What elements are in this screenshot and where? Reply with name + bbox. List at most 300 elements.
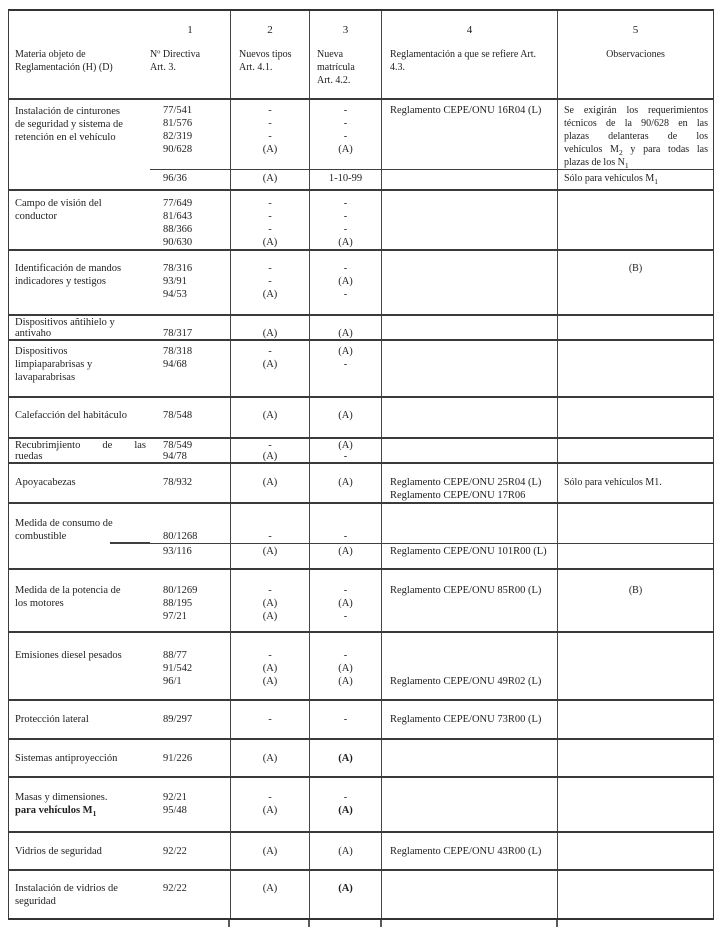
cell-value: (A) [262,546,278,557]
observation-line: plazas delanteras de los [564,131,708,142]
header-col-3-cell [309,11,381,98]
new-registration-cell [309,251,381,314]
cell-value: (A) [338,144,353,155]
materia-cell [9,633,150,699]
cell-value: (A) [338,237,353,248]
materia-cell [9,833,150,869]
cell-value: - [343,105,348,116]
cell-value: (A) [262,410,278,421]
observations-cell [557,464,713,502]
materia-cell [9,341,150,396]
table-row [9,249,713,314]
directive-cell [150,341,230,396]
materia-line: ruedas [15,451,43,462]
observations-cell [557,170,713,189]
directive-number: 94/68 [163,359,187,370]
regulation-cell [381,871,557,918]
cell-value: - [268,224,272,235]
cell-value: - [268,346,272,357]
cell-value: (A) [338,753,353,764]
cell-value: - [343,211,348,222]
materia-line: los motores [15,598,64,609]
materia-line: Campo de visión del [15,198,102,209]
directive-cell [150,316,230,339]
observations-cell [557,544,713,568]
cell-value: (A) [262,477,278,488]
cell-value: - [268,531,272,542]
materia-cell [9,398,150,437]
regulation-cell [381,100,557,169]
new-registration-cell [309,633,381,699]
cell-value: - [268,211,272,222]
bottom-line-stubs [8,920,712,928]
cell-value: - [268,118,272,129]
directive-number: 78/317 [163,328,193,339]
header-label: Nueva [317,49,344,60]
materia-line: Emisiones diesel pesados [15,650,122,661]
materia-line: lavaparabrisas [15,372,76,383]
observations-cell [557,191,713,249]
new-registration-cell [309,464,381,502]
header-number: 4 [466,24,473,36]
header-number: 3 [342,24,349,36]
cell-value: (A) [262,451,278,462]
table-row [9,502,713,568]
materia-line: Masas y dimensiones. [15,792,108,803]
observations-cell [557,871,713,918]
materia-cell [9,504,150,568]
cell-value: (A) [338,883,353,894]
header-label: Art. 3. [150,62,176,73]
spacer [310,317,381,328]
directive-cell [150,398,230,437]
cell-value: (A) [262,676,278,687]
subscript: 2 [618,147,623,157]
observations-cell [557,341,713,396]
regulation-cell [381,778,557,831]
directive-number: 78/549 [163,440,193,451]
observations-cell [557,316,713,339]
observations-cell [557,570,713,631]
regulation-text: Reglamento CEPE/ONU 73R00 (L) [390,714,542,725]
materia-line: para vehículos $M_1$ [15,805,97,818]
cell-value: - [268,792,272,803]
cell-value: (A) [262,805,278,816]
directive-cell [150,439,230,462]
materia-cell [9,251,150,314]
cell-value: (A) [262,173,278,184]
observation-line: Se exigirán los requerimientos [564,105,708,116]
materia-line: Instalación de vidrios de [15,883,118,894]
directive-number: 78/316 [163,263,193,274]
materia-line: Sistemas antiproyección [15,753,118,764]
directive-number: 78/932 [163,477,193,488]
cell-value: - [343,198,348,209]
new-types-cell [230,100,309,169]
new-types-cell [230,740,309,776]
directive-number: 82/319 [163,131,193,142]
spacer [390,649,553,675]
header-label: Art. 4.2. [317,75,351,86]
table-row [9,189,713,249]
table-row [9,437,713,462]
new-types-cell [230,191,309,249]
new-registration-cell [309,170,381,189]
cell-value: (A) [262,237,278,248]
cell-value: - [268,105,272,116]
cell-value: - [268,263,272,274]
new-registration-cell [309,439,381,462]
header-label: Nº Directiva [150,49,201,60]
new-registration-cell [309,398,381,437]
materia-line: limpiaparabrisas y [15,359,93,370]
directive-number: 96/36 [163,173,187,184]
regulation-cell [381,833,557,869]
materia-line: Calefacción del habitáculo [15,410,127,421]
cell-value: - [343,792,348,803]
directive-cell [150,191,230,249]
observations-cell [557,398,713,437]
table-row [9,314,713,339]
regulation-cell [381,398,557,437]
table-row [9,339,713,396]
cell-value: - [343,118,348,129]
spacer [163,317,230,328]
directive-number: 95/48 [163,805,187,816]
regulation-text: Reglamento CEPE/ONU 16R04 (L) [390,105,542,116]
observation-line: vehículos $M_2$ y para todas las [564,144,708,157]
new-types-cell [230,251,309,314]
header-number-blank [9,11,150,47]
materia-cell [9,871,150,918]
cell-value: (A) [262,753,278,764]
observation-line: (B) [628,585,643,596]
materia-cell [9,778,150,831]
new-types-cell [230,170,309,189]
table-row [9,738,713,776]
header-number: 2 [267,24,273,36]
directive-cell [150,570,230,631]
line-stub [308,920,310,927]
cell-value: (A) [338,328,353,339]
materia-line: Protección lateral [15,714,89,725]
header-label: 4.3. [390,62,405,73]
directive-number: 91/542 [163,663,193,674]
cell-value: (A) [262,846,278,857]
materia-line: Identificación de mandos [15,263,122,274]
regulation-cell [381,251,557,314]
table-row [9,396,713,437]
new-types-cell [230,570,309,631]
new-registration-cell [309,504,381,543]
regulation-text: Reglamento CEPE/ONU 43R00 (L) [390,846,542,857]
materia-line: de seguridad y sistema de [15,119,123,130]
cell-value: - [268,714,272,725]
materia-line: Medida de consumo de [15,518,113,529]
directive-cell [150,778,230,831]
regulation-text: Reglamento CEPE/ONU 25R04 (L) [390,477,542,488]
header-label: Reglamentación (H) (D) [15,62,113,73]
cell-value: - [343,585,348,596]
regulation-cell [381,464,557,502]
new-types-cell [230,439,309,462]
header-col-4-cell [381,11,557,98]
directive-cell [150,170,230,189]
cell-value: (A) [338,663,353,674]
regulation-text: Reglamento CEPE/ONU 49R02 (L) [390,676,542,687]
regulation-cell [381,633,557,699]
line-stub [556,920,558,927]
observations-cell [557,833,713,869]
cell-value: (A) [338,410,353,421]
cell-value: (A) [262,144,278,155]
new-types-cell [230,701,309,738]
cell-value: (A) [338,546,353,557]
table-row [9,831,713,869]
subrow [150,100,713,169]
subrow [150,543,713,568]
directive-number: 78/318 [163,346,193,357]
directive-cell [150,833,230,869]
directive-number: 92/22 [163,846,187,857]
directive-number: 97/21 [163,611,187,622]
cell-value: - [343,289,348,300]
cell-value: - [268,276,272,287]
directive-cell [150,740,230,776]
materia-line: antivaho [15,328,52,339]
cell-value: (A) [338,676,353,687]
cell-value: - [268,198,272,209]
cell-value: - [343,451,348,462]
new-registration-cell [309,191,381,249]
materia-cell [9,191,150,249]
header-col-5-cell [557,11,713,98]
new-types-cell [230,398,309,437]
new-types-cell [230,464,309,502]
header-label: matrícula [317,62,355,73]
cell-value: (A) [262,883,278,894]
cell-value: (A) [338,276,353,287]
new-registration-cell [309,740,381,776]
regulation-cell [381,701,557,738]
directive-table [8,9,714,920]
subscript: 1 [624,160,629,170]
cell-value: (A) [262,289,278,300]
new-registration-cell [309,833,381,869]
observation-line: plazas de los $N_1$ [564,157,629,170]
header-col-2-cell [230,11,309,98]
new-registration-cell [309,316,381,339]
subrow [150,169,713,189]
materia-cell [9,570,150,631]
regulation-text: Reglamento CEPE/ONU 17R06 [390,490,526,501]
observations-cell [557,701,713,738]
materia-line: conductor [15,211,57,222]
subrow [150,504,713,543]
new-types-cell [230,504,309,543]
new-registration-cell [309,871,381,918]
observation-line: Sólo para vehículos M1. [564,477,662,488]
line-stub [228,920,230,927]
spacer [231,317,309,328]
regulation-cell [381,439,557,462]
new-types-cell [230,341,309,396]
cell-value: - [268,650,272,661]
cell-value: 1-10-99 [328,173,363,184]
directive-number: 93/91 [163,276,187,287]
materia-cell [9,464,150,502]
spacer [231,517,309,530]
regulation-cell [381,570,557,631]
cell-value: - [268,440,272,451]
spacer [310,517,381,530]
new-types-cell [230,833,309,869]
directive-number: 78/548 [163,410,193,421]
materia-line: Dispositivos [15,346,68,357]
directive-number: 88/195 [163,598,193,609]
observations-cell [557,439,713,462]
directive-number: 91/226 [163,753,193,764]
new-types-cell [230,316,309,339]
new-types-cell [230,633,309,699]
regulation-cell [381,170,557,189]
materia-cell [9,740,150,776]
directive-cell [150,100,230,169]
directive-number: 88/366 [163,224,193,235]
cell-value: - [343,131,348,142]
regulation-cell [381,740,557,776]
table-row [9,568,713,631]
table-row [9,699,713,738]
directive-number: 96/1 [163,676,182,687]
regulation-text: Reglamento CEPE/ONU 85R00 (L) [390,585,542,596]
table-row [9,631,713,699]
directive-number: 77/541 [163,105,193,116]
subscript: 1 [92,808,97,818]
header-label: Observaciones [606,49,665,60]
subrow-wrap [150,504,713,568]
header-row [9,11,713,98]
header-label: Reglamentación a que se refiere Art. [390,49,537,60]
table-row [9,462,713,502]
regulation-cell [381,341,557,396]
cell-value: (A) [262,598,278,609]
directive-number: 81/576 [163,118,193,129]
observations-cell [557,778,713,831]
cell-value: (A) [338,440,353,451]
directive-cell [150,633,230,699]
observation-line: Sólo para vehículos $M_1$ [564,173,659,186]
new-types-cell [230,778,309,831]
materia-cell [9,316,150,339]
new-types-cell [230,544,309,568]
regulation-cell [381,544,557,568]
cell-value: - [343,359,348,370]
directive-number: 92/22 [163,883,187,894]
cell-value: (A) [338,346,353,357]
table-row [9,98,713,189]
cell-value: (A) [262,611,278,622]
observations-cell [557,740,713,776]
header-label: Art. 4.1. [239,62,273,73]
cell-value: - [343,714,348,725]
cell-value: (A) [262,359,278,370]
materia-line: Vidrios de seguridad [15,846,102,857]
line-stub [380,920,382,927]
directive-number: 81/643 [163,211,193,222]
cell-value: (A) [262,663,278,674]
subrow-wrap [150,100,713,189]
cell-value: (A) [338,477,353,488]
materia-line: indicadores y testigos [15,276,106,287]
directive-number: 80/1269 [163,585,198,596]
cell-value: - [343,224,348,235]
directive-number: 94/53 [163,289,187,300]
regulation-cell [381,316,557,339]
materia-line: Instalación de cinturones [15,106,120,117]
header-col-1-cell [150,11,230,98]
new-types-cell [230,871,309,918]
directive-number: 89/297 [163,714,193,725]
cell-value: (A) [338,598,353,609]
subscript: 1 [654,176,659,186]
new-registration-cell [309,100,381,169]
materia-line: Medida de la potencia de [15,585,121,596]
materia-line: combustible [15,531,67,542]
directive-cell [150,871,230,918]
directive-number: 88/77 [163,650,187,661]
directive-number: 93/116 [163,546,192,557]
directive-cell [150,701,230,738]
header-number: 1 [187,24,193,36]
materia-cell [9,701,150,738]
table-row [9,776,713,831]
observation-line: técnicos de la 90/628 en las [564,118,708,129]
cell-value: (A) [262,328,278,339]
directive-cell [150,464,230,502]
cell-value: (A) [338,805,353,816]
materia-cell [9,100,150,189]
directive-cell [150,544,230,568]
table-row [9,869,713,918]
cell-value: - [343,263,348,274]
observations-cell [557,100,713,169]
header-label: Materia objeto de [15,49,86,60]
spacer [163,517,230,530]
observations-cell [557,251,713,314]
directive-number: 94/78 [163,451,187,462]
materia-line: retención en el vehículo [15,132,116,143]
materia-line: seguridad [15,896,56,907]
cell-value: - [343,611,348,622]
new-registration-cell [309,544,381,568]
observations-cell [557,504,713,543]
materia-cell [9,439,150,462]
regulation-text: Reglamento CEPE/ONU 101R00 (L) [390,546,547,557]
materia-line: Recubrimjiento de las [15,440,146,451]
new-registration-cell [309,570,381,631]
directive-number: 90/628 [163,144,193,155]
new-registration-cell [309,778,381,831]
header-materia-cell [9,11,150,98]
materia-line: Apoyacabezas [15,477,76,488]
new-registration-cell [309,341,381,396]
directive-cell [150,251,230,314]
directive-number: 80/1268 [163,531,198,542]
directive-cell [150,504,230,543]
observation-line: (B) [628,263,643,274]
cell-value: - [343,531,348,542]
